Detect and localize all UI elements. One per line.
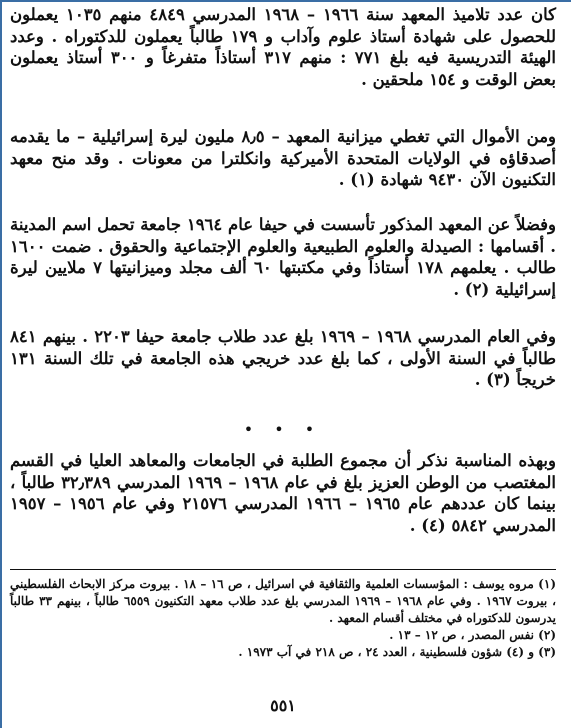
- paragraph-4: وفي العام المدرسي ١٩٦٨ – ١٩٦٩ بلغ عدد طلاب جامعة حيفا ٢٢٠٣ . بينهم ٨٤١ طالباً في السنة الأولى ، كما بلغ عدد خريجي هذه الجامعة في تلك السنة ١٣١ خريجاً (٣) .: [10, 327, 556, 389]
- window-frame-top: [0, 0, 571, 2]
- footnote-1: (١) مروه يوسف : المؤسسات العلمية والثقافية في اسرائيل ، ص ١٦ – ١٨ . بيروت مركز الابحاث الفلسطيني ، بيروت ١٩٦٧ . وفي عام ١٩٦٨ – ١٩٦٩ المدرسي بلغ عدد طلاب معهد التكنيون ٦٥٥٩ طالباً ، بينهم ٣٣ طالباً يدرسون للدكتوراه في مختلف أقسام المعهد .: [10, 577, 557, 625]
- page-number: ٥٥١: [270, 696, 296, 715]
- paragraph-3: وفضلاً عن المعهد المذكور تأسست في حيفا عام ١٩٦٤ جامعة تحمل اسم المدينة . أقسامها : الصيدلة والعلوم الطبيعية والعلوم الإجتماعية والحقوق . ضمت ١٦٠٠ طالب . يعلمهم ١٧٨ أستاذاً وفي مكتبتها ٦٠ ألف مجلد وميزانيتها ٧ ملايين ليرة إسرائيلية (٢) .: [10, 215, 556, 299]
- window-frame-left: [0, 0, 2, 728]
- footnote-divider: [10, 569, 556, 570]
- paragraph-2: ومن الأموال التي تغطي ميزانية المعهد – ٨٫٥ مليون ليرة إسرائيلية – ما يقدمه أصدقاؤه في الولايات المتحدة الأميركية وانكلترا من معونات . وقد منح معهد التكنيون الآن ٩٤٣٠ شهادة (١) .: [10, 127, 556, 189]
- section-separator: • • •: [243, 420, 323, 439]
- paragraph-1: كان عدد تلاميذ المعهد سنة ١٩٦٦ – ١٩٦٨ المدرسي ٤٨٤٩ منهم ١٠٣٥ يعملون للحصول على شهادة أستاذ علوم وآداب و ١٧٩ طالباً يعملون للدكتوراه . وعدد الهيئة التدريسية فيه بلغ ٧٧١ : منهم ٣١٧ أستاذاً متفرغاً و ٣٠٠ أستاذ يعملون بعض الوقت و ١٥٤ ملحقين .: [10, 5, 557, 89]
- footnotes: [10, 576, 556, 661]
- paragraph-5: وبهذه المناسبة نذكر أن مجموع الطلبة في الجامعات والمعاهد العليا في القسم المغتصب من الوطن العزيز بلغ في عام ١٩٦٨ – ١٩٦٩ المدرسي ٣٢٫٣٨٩ طالباً ، بينما كان عددهم عام ١٩٦٥ – ١٩٦٦ المدرسي ٢١٥٧٦ وفي عام ١٩٥٦ – ١٩٥٧ المدرسي ٥٨٤٢ (٤) .: [10, 451, 556, 535]
- footnote-2: (٢) نفس المصدر ، ص ١٢ – ١٣ .: [389, 628, 556, 642]
- footnote-3: (٣) و (٤) شؤون فلسطينية ، العدد ٢٤ ، ص ٢١٨ في آب ١٩٧٣ .: [238, 645, 556, 659]
- document-page: [10, 4, 556, 724]
